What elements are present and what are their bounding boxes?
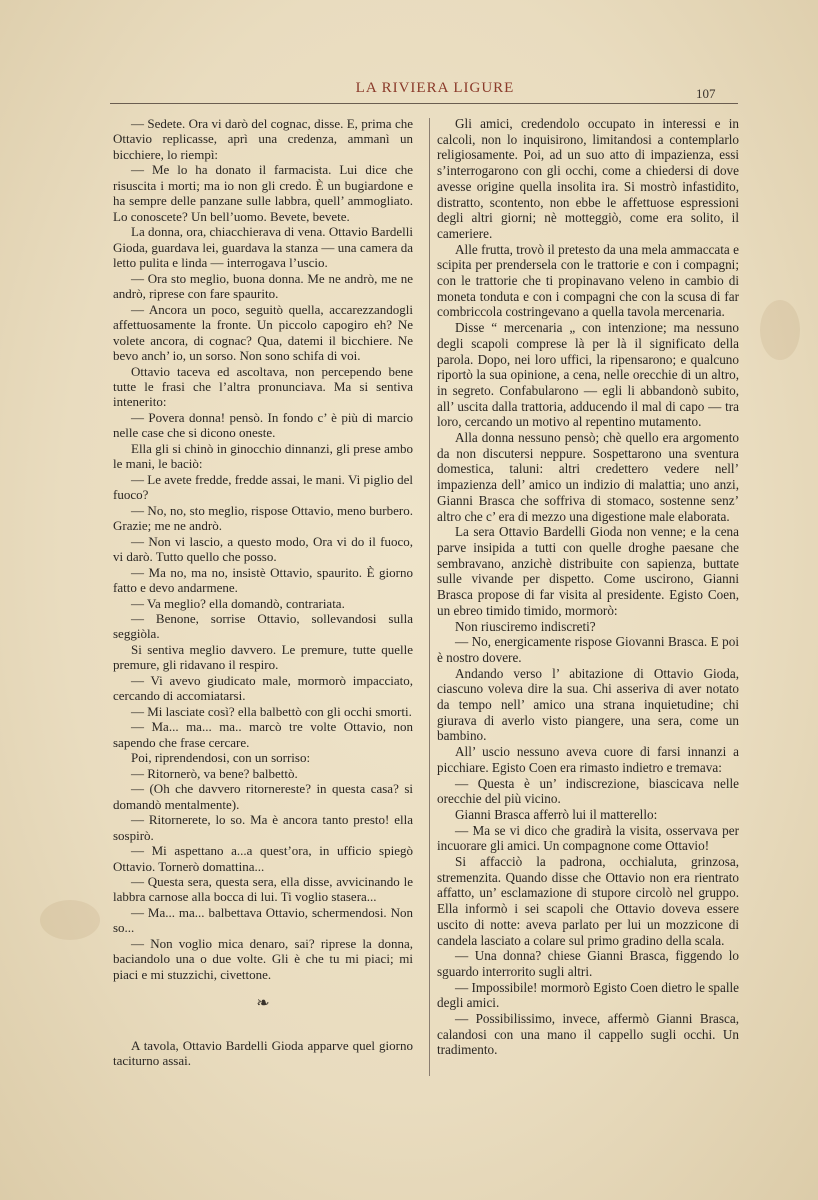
- paragraph: Ottavio taceva ed ascoltava, non percependo bene tutte le frasi che l’altra pronunciava. Ma si sentiva intenerito:: [113, 363, 413, 410]
- paragraph: Gli amici, credendolo occupato in interessi e in calcoli, non lo inquisirono, limitandosi a contemplarlo religiosamente. Poi, ad un suo atto di impazienza, essi s’interrogarono con gli occhi, come a chiedersi di dove avesse origine quella insolita ira. Si mostrò infastidito, distratto, scontento, non ebbe le affettuose espressioni degli altri giorni; nè motteggiò, come era solito, il cameriere.: [437, 116, 739, 241]
- paragraph: — Povera donna! pensò. In fondo c’ è più di marcio nelle case che si dicono oneste.: [113, 409, 413, 441]
- paragraph: Si sentiva meglio davvero. Le premure, tutte quelle premure, gli ridavano il respiro.: [113, 641, 413, 673]
- paragraph: — Ma... ma... ma.. marcò tre volte Ottavio, non sapendo che frase cercare.: [113, 719, 413, 750]
- paper-stain: [40, 900, 100, 940]
- paragraph: — Non vi lascio, a questo modo, Ora vi do il fuoco, vi darò. Tutto quello che posso.: [113, 533, 413, 565]
- page-header: [0, 78, 818, 102]
- paragraph: — Non voglio mica denaro, sai? riprese la donna, baciandolo una o due volte. Gli è che tu mi piaci; mi piaci e mi stuzzichi, civettone.: [113, 935, 413, 982]
- fleuron-separator: ❧: [256, 995, 270, 1013]
- paragraph: — Vi avevo giudicato male, mormorò impacciato, cercando di accomiatarsi.: [113, 672, 413, 704]
- right-column: [437, 116, 739, 1058]
- paragraph: Alle frutta, trovò il pretesto da una mela ammaccata e scipita per prendersela con le trattorie e con i compagni; con le trattorie che ti propinavano veleno in cambio di moneta tonduta e con i compagni che con la scusa di far combriccola costringevano a quella tavola mercenaria.: [437, 241, 739, 320]
- paragraph: — Ancora un poco, seguitò quella, accarezzandogli affettuosamente la fronte. Un piccolo capogiro eh? Ne volete ancora, di cognac? Qua, datemi il bicchiere. Ne bevo anch’ io, un sorso. Non sono schifa di voi.: [113, 301, 413, 364]
- paragraph: — Ma no, ma no, insistè Ottavio, spaurito. È giorno fatto e devo andarmene.: [113, 564, 413, 596]
- paragraph: — Mi lasciate così? ella balbettò con gli occhi smorti.: [131, 703, 412, 719]
- paragraph: — Ma se vi dico che gradirà la visita, osservava per incuorare gli amici. Un compagnone come Ottavio!: [437, 822, 739, 854]
- paragraph: Si affacciò la padrona, occhialuta, grinzosa, stremenzita. Quando disse che Ottavio non era rientrato affatto, un’ esclamazione di stupore circolò nel gruppo. Ella informò i sei scapoli che Ottavio doveva essere uscito di notte: aveva parlato per lui un mozzicone di candela lasciato a colare sul primo gradino della scala.: [437, 854, 739, 948]
- paragraph: Andando verso l’ abitazione di Ottavio Gioda, ciascuno voleva dire la sua. Chi asseriva di aver notato da tempo nell’ amico una strana inquietudine; chi giurava di averlo visto piangere, una sera, come un bambino.: [437, 665, 739, 744]
- paragraph: All’ uscio nessuno aveva cuore di farsi innanzi a picchiare. Egisto Coen era rimasto indietro e tremava:: [437, 744, 739, 775]
- paragraph: — Questa sera, questa sera, ella disse, avvicinando le labbra carnose alla bocca di lui. Ti voglio stasera...: [113, 873, 413, 905]
- paragraph: — Va meglio? ella domandò, contrariata.: [131, 595, 345, 611]
- paragraph: — Impossibile! mormorò Egisto Coen dietro le spalle degli amici.: [437, 979, 739, 1011]
- paragraph: — Ora sto meglio, buona donna. Me ne andrò, me ne andrò, riprese con fare spaurito.: [113, 270, 413, 302]
- paragraph: — Una donna? chiese Gianni Brasca, figgendo lo sguardo interrorito sugli altri.: [437, 948, 739, 979]
- paragraph: A tavola, Ottavio Bardelli Gioda apparve quel giorno taciturno assai.: [113, 1037, 413, 1069]
- magazine-title: LA RIVIERA LIGURE: [355, 80, 515, 96]
- paragraph: Disse “ mercenaria „ con intenzione; ma nessuno degli scapoli comprese là per là il significato della parola. Dopo, nei loro uffici, la ripensarono; e qualcuno riportò la sua opinione, a cena, nelle orecchie di un altro, in segreto. Confabularono — egli li abbandonò subito, all’ uscita dalla trattoria, adducendo il mal di capo — tra loro, cercando un motivo al repentino mutamento.: [437, 320, 739, 430]
- paragraph: — Questa è un’ indiscrezione, biascicava nelle orecchie del più vicino.: [437, 775, 739, 807]
- paragraph: — Ma... ma... balbettava Ottavio, schermendosi. Non so...: [113, 904, 413, 936]
- paragraph: Alla donna nessuno pensò; chè quello era argomento da non discutersi neppure. Sospettarono una sventura domestica, taluni: altri credettero vedere nell’ impazienza dell’ amico un indizio di malattia; uno anzi, Gianni Brasca che soffriva di stomaco, sostenne senz’ altro che c’ era di mezzo una digestione male elaborata.: [437, 430, 739, 524]
- paragraph: — Possibilissimo, invece, affermò Gianni Brasca, calandosi con una mano il cappello sugli occhi. Un tradimento.: [437, 1011, 739, 1058]
- left-column: [113, 116, 413, 1069]
- paragraph: — Mi aspettano a...a quest’ora, in ufficio spiegò Ottavio. Tornerò domattina...: [113, 843, 413, 874]
- paragraph: Ella gli si chinò in ginocchio dinnanzi, gli prese ambo le mani, le baciò:: [113, 440, 413, 472]
- paragraph: La donna, ora, chiacchierava di vena. Ottavio Bardelli Gioda, guardava lei, guardava la stanza — una camera da letto pulita e linda — interrogava l’uscio.: [113, 224, 413, 271]
- paragraph: — (Oh che davvero ritornereste? in questa casa? si domandò mentalmente).: [113, 781, 413, 812]
- header-rule: [110, 103, 738, 104]
- paragraph: Gianni Brasca afferrò lui il matterello:: [455, 806, 658, 822]
- paragraph: — Sedete. Ora vi darò del cognac, disse. E, prima che Ottavio replicasse, aprì una credenza, ammanì un bicchiere, lo riempì:: [113, 116, 413, 162]
- column-divider: [429, 118, 430, 1076]
- paragraph: — Ritornerete, lo so. Ma è ancora tanto presto! ella sospirò.: [113, 812, 413, 843]
- paragraph: La sera Ottavio Bardelli Gioda non venne; e la cena parve insipida a tutti con quelle droghe paesane che sembravano, anzichè distribuite con sapienza, buttate sulle vivande per dispetto. Come uscirono, Gianni Brasca propose di far visita al presidente. Egisto Coen, un ebreo timido timido, mormorò:: [437, 524, 739, 618]
- paragraph: Non riusciremo indiscreti?: [455, 618, 596, 634]
- paragraph: Poi, riprendendosi, con un sorriso:: [131, 750, 311, 766]
- paragraph: — Le avete fredde, fredde assai, le mani. Vi piglio del fuoco?: [113, 471, 413, 503]
- paragraph: — No, no, sto meglio, rispose Ottavio, meno burbero. Grazie; me ne andrò.: [113, 502, 413, 534]
- paragraph: — No, energicamente rispose Giovanni Brasca. E poi è nostro dovere.: [437, 634, 739, 665]
- page-number: 107: [696, 86, 716, 101]
- paragraph: — Benone, sorrise Ottavio, sollevandosi sulla seggiòla.: [113, 611, 413, 642]
- paragraph: — Ritornerò, va bene? balbettò.: [131, 765, 298, 781]
- paragraph: — Me lo ha donato il farmacista. Lui dice che risuscita i morti; ma io non gli credo. È un bugiardone e ha sempre delle panzane sulle labbra, quell’ ammogliato. Lo conoscete? Un bell’uomo. Bevete, bevete.: [113, 162, 413, 224]
- paper-stain: [760, 300, 800, 360]
